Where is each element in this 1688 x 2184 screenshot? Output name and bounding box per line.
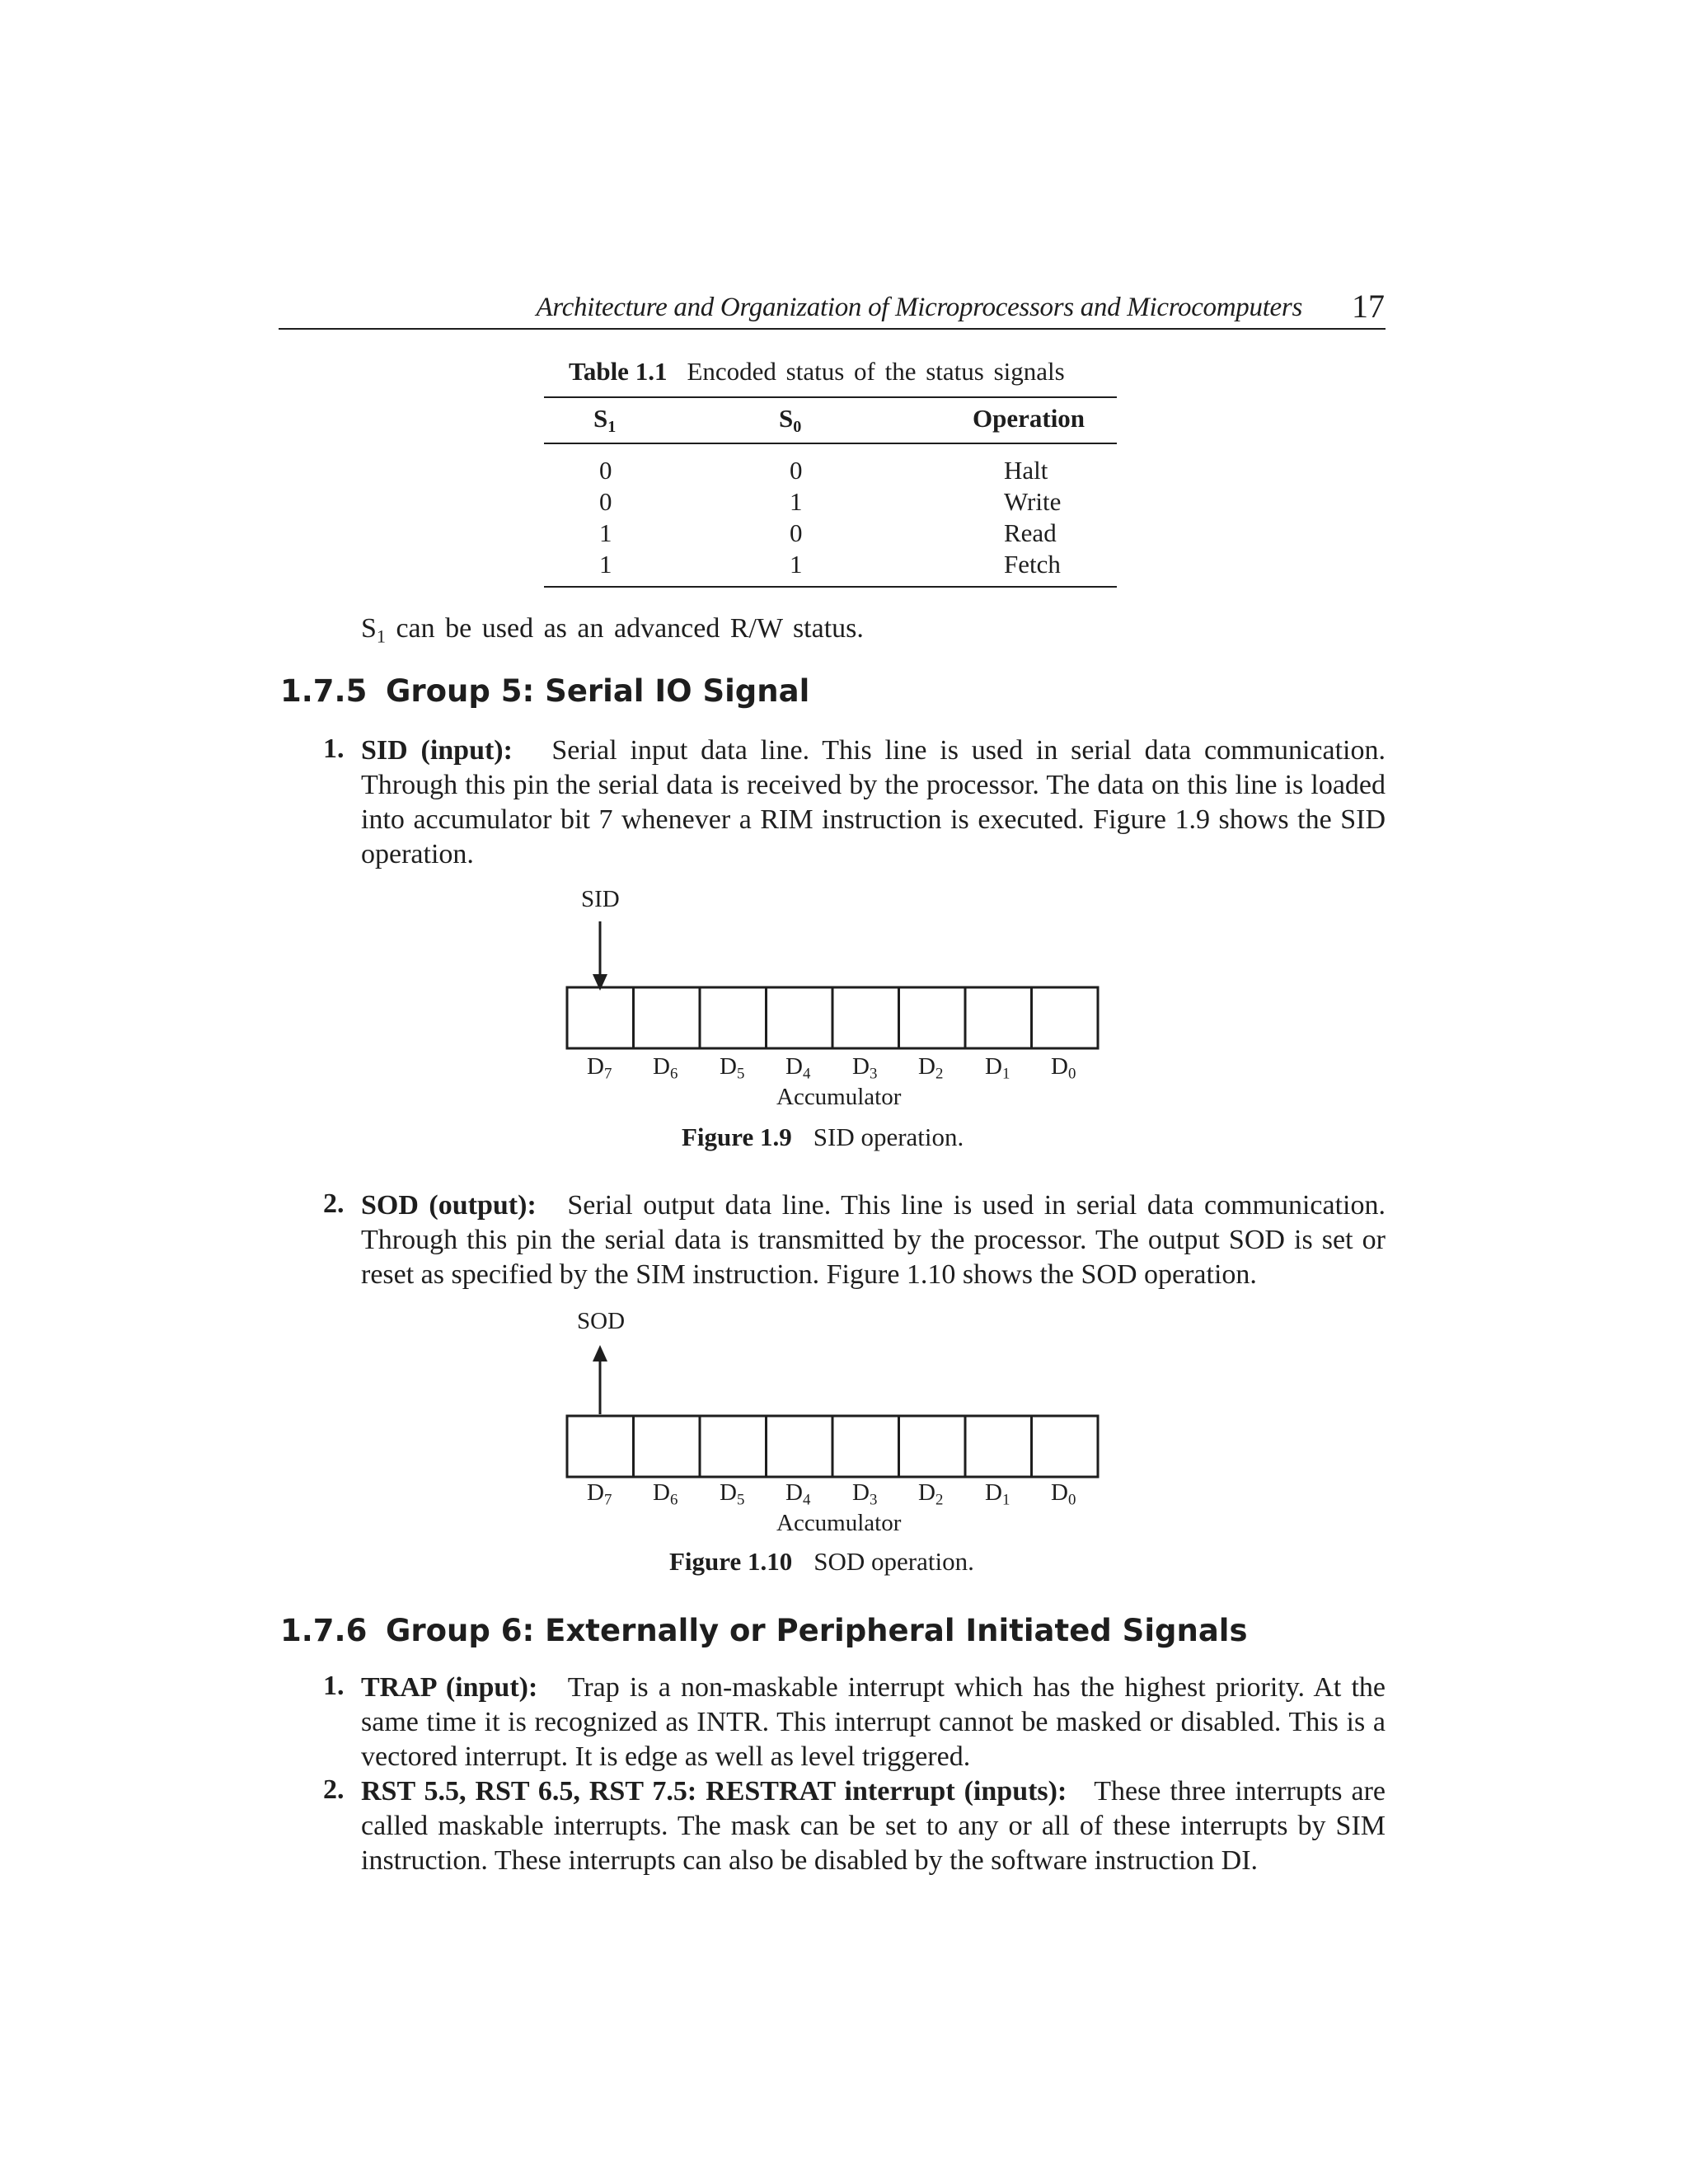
- bit-label-d5: $D_5$: [720, 1479, 745, 1509]
- term-sid: SID (input):: [361, 735, 513, 766]
- bit-label-d0: $D_0$: [1051, 1053, 1076, 1083]
- sod-arrow-head: [593, 1345, 607, 1361]
- table-cell: 1: [790, 550, 803, 579]
- section-heading-1-7-6: 1.7.6 Group 6: Externally or Peripheral Initiated Signals: [280, 1613, 1248, 1648]
- bit-label-d2: $D_2$: [918, 1479, 944, 1509]
- table-header-operation: Operation: [973, 404, 1085, 433]
- bit-label-d1: $D_1$: [985, 1479, 1010, 1509]
- accumulator-cells: [634, 1416, 1032, 1477]
- header-rule: [279, 328, 1386, 330]
- figure-1-9-caption: Figure 1.9 SID operation.: [682, 1122, 964, 1151]
- sod-register-diagram: [560, 1335, 1113, 1582]
- table-cell: 1: [599, 550, 612, 579]
- table-cell: 1: [790, 487, 803, 516]
- table-caption-text: Encoded status of the status signals: [687, 357, 1065, 386]
- accumulator-cells: [634, 987, 1032, 1048]
- list-item-rst: RST 5.5, RST 6.5, RST 7.5: RESTRAT interrupt (inputs): These three interrupts are called maskable interrupts. The mask can be set to any or all of these interrupts by SIM instruction. These interrupts can also be disabled by the software instruction DI.: [361, 1776, 1386, 1876]
- accumulator-label: Accumulator: [776, 1510, 902, 1536]
- bit-label-d5: $D_5$: [720, 1053, 745, 1083]
- table-header-s0: $S_0$: [779, 404, 802, 437]
- list-item-sid: SID (input): Serial input data line. This line is used in serial data communication. Through this pin the serial data is received by the processor. The data on this line is loaded into accumulator bit 7 whenever a RIM instruction is executed. Figure 1.9 shows the SID operation.: [361, 735, 1386, 869]
- list-item-trap: TRAP (input): Trap is a non-maskable interrupt which has the highest priority. At the same time it is recognized as INTR. This interrupt cannot be masked or disabled. This is a vectored interrupt. It is edge as well as level triggered.: [361, 1672, 1386, 1772]
- figure-1-10-caption: Figure 1.10 SOD operation.: [669, 1547, 974, 1576]
- bit-label-d7: $D_7$: [587, 1053, 612, 1083]
- bit-label-d6: $D_6$: [653, 1479, 678, 1509]
- sid-signal-label: SID: [581, 886, 620, 912]
- table-caption: [569, 357, 1065, 387]
- table-label: Table 1.1: [569, 357, 668, 386]
- list-item-sod: SOD (output): Serial output data line. This line is used in serial data communication. Through this pin the serial data is transmitted by the processor. The output SOD is set or reset as specified by the SIM instruction. Figure 1.10 shows the SOD operation.: [361, 1190, 1386, 1290]
- bit-label-d2: $D_2$: [918, 1053, 944, 1083]
- list-item-number: 1.: [323, 1671, 345, 1701]
- term-rst: RST 5.5, RST 6.5, RST 7.5: RESTRAT interrupt (inputs):: [361, 1776, 1067, 1807]
- term-trap: TRAP (input):: [361, 1672, 538, 1703]
- table-bottom-rule: [544, 586, 1117, 588]
- list-item-number: 2.: [323, 1774, 345, 1805]
- bit-label-d4: $D_4$: [785, 1053, 811, 1083]
- table-cell: 0: [790, 456, 803, 485]
- bit-label-d3: $D_3$: [852, 1479, 878, 1509]
- running-title: Architecture and Organization of Microprocessors and Microcomputers: [536, 293, 1302, 322]
- bit-label-d0: $D_0$: [1051, 1479, 1076, 1509]
- sod-signal-label: SOD: [577, 1308, 626, 1334]
- table-cell: 1: [599, 518, 612, 547]
- table-top-rule: [544, 396, 1117, 398]
- bit-label-d1: $D_1$: [985, 1053, 1010, 1083]
- table-header-s1: $S_1$: [593, 404, 617, 437]
- page-number: 17: [1352, 288, 1385, 325]
- accumulator-label: Accumulator: [776, 1084, 902, 1110]
- list-item-number: 2.: [323, 1188, 345, 1219]
- table-cell: 0: [599, 456, 612, 485]
- section-heading-1-7-5: 1.7.5 Group 5: Serial IO Signal: [280, 673, 810, 709]
- bit-label-d6: $D_6$: [653, 1053, 678, 1083]
- table-cell: Read: [1004, 518, 1057, 547]
- table-cell: Write: [1004, 487, 1062, 516]
- table-cell: 0: [599, 487, 612, 516]
- table-cell: Fetch: [1004, 550, 1061, 579]
- s1-note: $S_1$ can be used as an advanced R/W status.: [361, 613, 864, 647]
- bit-label-d3: $D_3$: [852, 1053, 878, 1083]
- list-item-number: 1.: [323, 733, 345, 764]
- table-cell: Halt: [1004, 456, 1048, 485]
- bit-label-d7: $D_7$: [587, 1479, 612, 1509]
- bit-label-d4: $D_4$: [785, 1479, 811, 1509]
- table-header-rule: [544, 443, 1117, 444]
- term-sod: SOD (output):: [361, 1190, 537, 1221]
- table-cell: 0: [790, 518, 803, 547]
